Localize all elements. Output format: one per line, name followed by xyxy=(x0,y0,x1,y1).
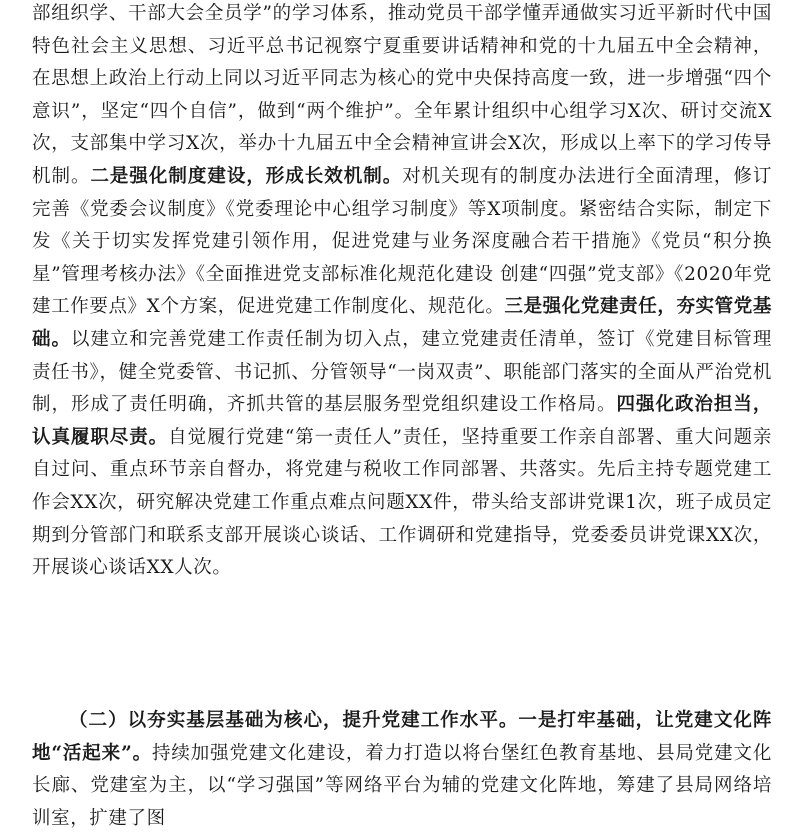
body-paragraph-2 xyxy=(32,705,772,835)
bold-heading: 三是强化党建责任，夯实管党基础。 xyxy=(32,296,772,350)
paragraph-text: 自觉履行党建“第一责任人”责任，坚持重要工作亲自部署、重大问题亲自过问、重点环节亲自督办，将党建与税收工作同部署、共落实。先后主持专题党建工作会XX次，研究解决党建工作重点难点问题XX件，带头给支部讲党课1次，班子成员定期到分管部门和联系支部开展谈心谈话、工作调研和党建指导，党委委员讲党课XX次，开展谈心谈话XX人次。 xyxy=(32,426,773,579)
paragraph-text: 部组织学、干部大会全员学”的学习体系，推动党员干部学懂弄通做实习近平新时代中国特色社会主义思想、习近平总书记视察宁夏重要讲话精神和党的十九届五中全会精神，在思想上政治上行动上同以习近平同志为核心的党中央保持高度一致，进一步增强“四个意识”，坚定“四个自信”，做到“两个维护”。全年累计组织中心组学习X次、研讨交流X次，支部集中学习X次，举办十九届五中全会精神宣讲会X次，形成以上率下的学习传导机制。 xyxy=(32,3,772,187)
paragraph-text: 对机关现有的制度办法进行全面清理，修订完善《党委会议制度》《党委理论中心组学习制度》等X项制度。紧密结合实际，制定下发《关于切实发挥党建引领作用，促进党建与业务深度融合若干措施》《党员“积分换星”管理考核办法》《全面推进党支部标准化规范化建设 创建“四强”党支部》《2020年党建工作要点》X个方案，促进党建工作制度化、规范化。 xyxy=(32,165,772,318)
body-paragraph-1 xyxy=(32,0,772,585)
bold-heading: 二是强化制度建设，形成长效机制。 xyxy=(90,165,403,187)
document-page xyxy=(32,0,773,829)
bold-heading: 四强化政治担当，认真履职尽责。 xyxy=(32,394,772,448)
paragraph-text: 以建立和完善党建工作责任制为切入点，建立党建责任清单，签订《党建目标管理责任书》，健全党委管、书记抓、分管领导“一岗双责”、职能部门落实的全面从严治党机制，形成了责任明确，齐抓共管的基层服务型党组织建设工作格局。 xyxy=(32,328,772,416)
paragraph-text: 持续加强党建文化建设，着力打造以将台堡红色教育基地、县局党建文化长廊、党建室为主，以“学习强国”等网络平台为辅的党建文化阵地，筹建了县局网络培训室，扩建了图 xyxy=(32,742,773,829)
section-heading: （二）以夯实基层基础为核心，提升党建工作水平。一是打牢基础，让党建文化阵地“活起来”。 xyxy=(32,710,772,764)
